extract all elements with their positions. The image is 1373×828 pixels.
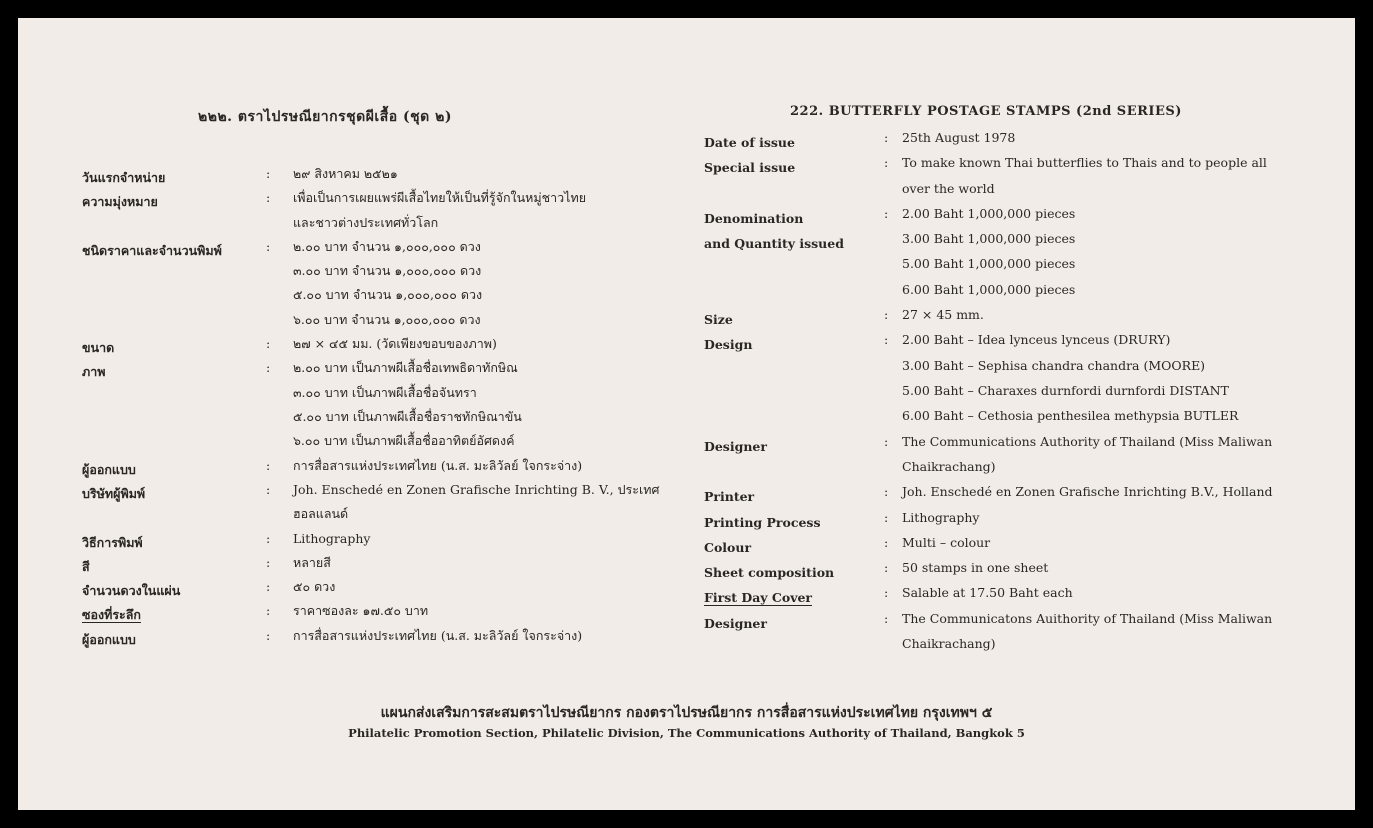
detail-colon: : xyxy=(266,166,271,181)
detail-value-line: 6.00 Baht 1,000,000 pieces xyxy=(902,281,1076,297)
detail-colon: : xyxy=(884,332,889,348)
detail-value-line: To make known Thai butterflies to Thais and to people all xyxy=(902,155,1267,171)
footer-thai: แผนกส่งเสริมการสะสมตราไปรษณียากร กองตราไปรษณียากร การสื่อสารแห่งประเทศไทย กรุงเทพฯ ๕ xyxy=(380,705,993,721)
detail-value xyxy=(293,239,482,336)
detail-colon: : xyxy=(884,509,889,525)
detail-value xyxy=(293,166,398,190)
detail-colon: : xyxy=(884,560,889,576)
detail-label: ชนิดราคาและจำนวนพิมพ์ xyxy=(82,242,222,258)
detail-label: Size xyxy=(704,312,733,328)
detail-colon: : xyxy=(884,433,889,449)
detail-colon: : xyxy=(884,484,889,500)
detail-value-line: ๒๗ × ๔๕ มม. (วัดเพียงขอบของภาพ) xyxy=(293,336,497,352)
detail-colon: : xyxy=(266,481,271,497)
detail-value-line: 6.00 Baht – Cethosia penthesilea methypsia BUTLER xyxy=(902,408,1239,424)
detail-value-line: ๓.๐๐ บาท จำนวน ๑,๐๐๐,๐๐๐ ดวง xyxy=(293,263,482,279)
detail-value-line: 3.00 Baht – Sephisa chandra chandra (MOORE) xyxy=(902,357,1206,373)
detail-colon: : xyxy=(884,585,889,601)
detail-value-line: Chaikrachang) xyxy=(902,458,996,474)
detail-colon: : xyxy=(266,336,271,352)
detail-value xyxy=(902,484,1273,509)
detail-value-line: ๖.๐๐ บาท เป็นภาพผีเสื้อชื่ออาทิตย์อัศดงค์ xyxy=(293,433,515,449)
detail-label: Date of issue xyxy=(704,135,795,150)
detail-label: บริษัทผู้พิมพ์ xyxy=(82,485,146,501)
detail-value-line: The Communications Authority of Thailand (Miss Maliwan xyxy=(902,433,1273,449)
detail-value xyxy=(293,531,370,555)
detail-label: Printing Process xyxy=(704,514,821,530)
detail-value xyxy=(293,603,428,627)
detail-value xyxy=(902,307,984,332)
detail-colon: : xyxy=(266,360,271,376)
detail-value xyxy=(293,555,331,579)
detail-value xyxy=(902,560,1048,585)
detail-value-line: ๓.๐๐ บาท เป็นภาพผีเสื้อชื่อจันทรา xyxy=(293,384,477,400)
detail-colon: : xyxy=(266,457,271,473)
detail-value-line: ๕.๐๐ บาท จำนวน ๑,๐๐๐,๐๐๐ ดวง xyxy=(293,287,483,303)
detail-label: Printer xyxy=(704,489,755,505)
detail-value-line: Multi – colour xyxy=(902,534,991,550)
detail-value-line: 3.00 Baht 1,000,000 pieces xyxy=(902,231,1076,247)
detail-value-line: 25th August 1978 xyxy=(902,130,1016,145)
detail-value-line: 27 × 45 mm. xyxy=(902,307,984,323)
detail-value-line: 2.00 Baht – Idea lynceus lynceus (DRURY) xyxy=(902,332,1171,348)
detail-label: Designer xyxy=(704,438,767,454)
detail-value xyxy=(902,434,1272,485)
detail-colon: : xyxy=(884,307,889,323)
detail-colon: : xyxy=(266,579,271,595)
detail-value-line: ๒.๐๐ บาท เป็นภาพผีเสื้อชื่อเทพธิดาทักษิณ xyxy=(293,360,518,376)
detail-label: Special issue xyxy=(704,160,796,176)
detail-label: First Day Cover xyxy=(704,590,813,606)
document-sheet xyxy=(18,18,1355,810)
detail-value-line: ฮอลแลนด์ xyxy=(293,506,349,522)
detail-value-line: ๕๐ ดวง xyxy=(293,579,336,595)
detail-value-line: หลายสี xyxy=(293,554,331,570)
detail-colon: : xyxy=(884,534,889,550)
detail-value xyxy=(293,360,522,457)
detail-colon: : xyxy=(266,603,271,619)
detail-value xyxy=(902,611,1272,662)
detail-value xyxy=(293,628,582,652)
detail-label: สี xyxy=(82,558,90,574)
detail-label: วันแรกจำหน่าย xyxy=(82,170,166,185)
detail-value-line: 2.00 Baht 1,000,000 pieces xyxy=(902,205,1076,221)
detail-value-line: ราคาซองละ ๑๗.๕๐ บาท xyxy=(293,603,429,619)
detail-value-line: 5.00 Baht – Charaxes durnfordi durnfordi DISTANT xyxy=(902,382,1229,398)
detail-value-line: Chaikrachang) xyxy=(902,635,996,651)
detail-label: Designer xyxy=(704,615,767,631)
detail-label: ซองที่ระลึก xyxy=(82,607,141,623)
detail-label: Design xyxy=(704,337,753,353)
detail-value-line: Lithography xyxy=(293,530,371,546)
english-title: 222. BUTTERFLY POSTAGE STAMPS (2nd SERIES) xyxy=(790,104,1182,119)
detail-label: Sheet composition xyxy=(704,565,835,581)
detail-colon: : xyxy=(266,530,271,546)
detail-value-line: Joh. Enschedé en Zonen Grafische Inrichting B.V., Holland xyxy=(902,484,1273,500)
detail-colon: : xyxy=(266,554,271,570)
detail-value xyxy=(902,206,1075,307)
detail-value xyxy=(293,336,497,360)
detail-colon: : xyxy=(884,155,889,171)
detail-value-line: ๒๙ สิงหาคม ๒๕๒๑ xyxy=(293,166,398,181)
detail-value xyxy=(293,579,335,603)
detail-value xyxy=(902,510,979,535)
detail-colon: : xyxy=(266,238,271,254)
detail-value xyxy=(902,130,1015,155)
detail-label: จำนวนดวงในแผ่น xyxy=(82,583,181,599)
detail-label: ภาพ xyxy=(82,364,106,380)
detail-colon: : xyxy=(884,205,889,221)
detail-value xyxy=(902,585,1073,610)
detail-value-line: การสื่อสารแห่งประเทศไทย (น.ส. มะลิวัลย์ ใจกระจ่าง) xyxy=(293,457,583,473)
detail-value-line: ๖.๐๐ บาท จำนวน ๑,๐๐๐,๐๐๐ ดวง xyxy=(293,311,481,327)
detail-label: ผู้ออกแบบ xyxy=(82,461,136,477)
detail-value-line: The Communicatons Auithority of Thailand (Miss Maliwan xyxy=(902,610,1273,626)
detail-value-line: เพื่อเป็นการเผยแพร่ผีเสื้อไทยให้เป็นที่รู้จักในหมู่ชาวไทย xyxy=(293,190,587,206)
detail-value xyxy=(902,535,990,560)
detail-value-line: Salable at 17.50 Baht each xyxy=(902,585,1073,601)
detail-value xyxy=(293,458,582,482)
detail-value-line: ๒.๐๐ บาท จำนวน ๑,๐๐๐,๐๐๐ ดวง xyxy=(293,238,481,254)
detail-colon: : xyxy=(266,627,271,643)
detail-value-line: ๕.๐๐ บาท เป็นภาพผีเสื้อชื่อราชทักษิณาขัน xyxy=(293,408,522,424)
detail-colon: : xyxy=(884,610,889,626)
detail-value-line: และชาวต่างประเทศทั่วโลก xyxy=(293,214,439,230)
detail-value xyxy=(293,190,586,239)
detail-value xyxy=(902,155,1267,206)
detail-label: ความมุ่งหมาย xyxy=(82,194,158,210)
detail-colon: : xyxy=(266,190,271,206)
detail-label: Colour xyxy=(704,539,752,555)
detail-label: ขนาด xyxy=(82,340,115,356)
detail-colon: : xyxy=(884,130,889,145)
footer-english: Philatelic Promotion Section, Philatelic Division, The Communications Authority of Thailand, Bangkok 5 xyxy=(348,726,1025,740)
detail-value-line: Lithography xyxy=(902,509,980,525)
detail-label: วิธีการพิมพ์ xyxy=(82,534,143,550)
detail-value-line: 50 stamps in one sheet xyxy=(902,560,1049,576)
detail-value xyxy=(293,482,659,531)
detail-value-line: over the world xyxy=(902,180,995,196)
detail-label: Denomination and Quantity issued xyxy=(704,210,844,252)
detail-value xyxy=(902,332,1238,433)
thai-title: ๒๒๒. ตราไปรษณียากรชุดผีเสื้อ (ชุด ๒) xyxy=(198,109,452,125)
detail-value-line: 5.00 Baht 1,000,000 pieces xyxy=(902,256,1076,272)
detail-label: ผู้ออกแบบ xyxy=(82,631,136,647)
detail-value-line: การสื่อสารแห่งประเทศไทย (น.ส. มะลิวัลย์ ใจกระจ่าง) xyxy=(293,627,583,643)
detail-value-line: Joh. Enschedé en Zonen Grafische Inrichting B. V., ประเทศ xyxy=(293,481,660,497)
